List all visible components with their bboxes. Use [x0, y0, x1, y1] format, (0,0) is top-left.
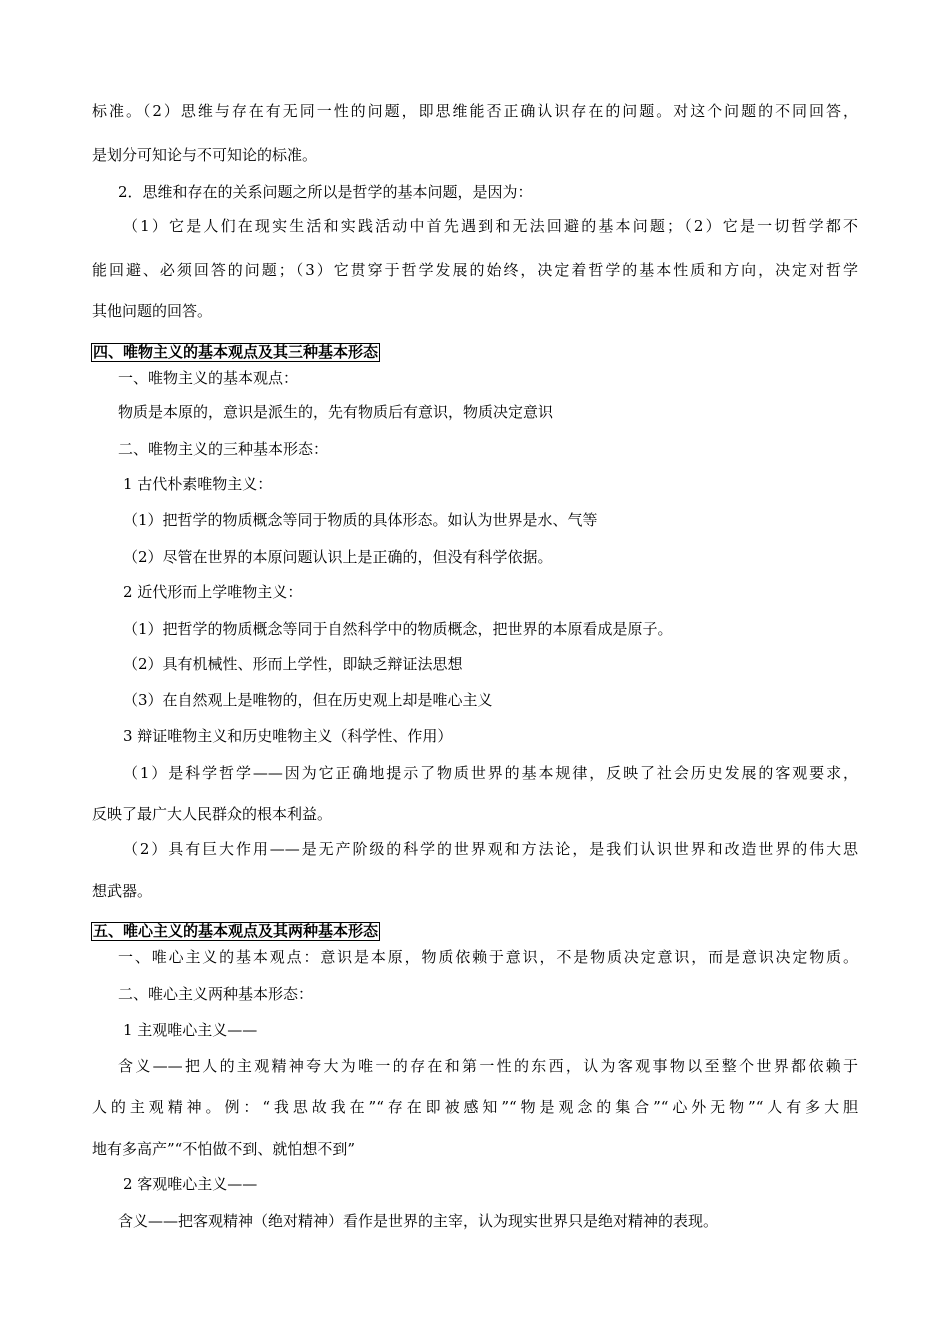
text-line: 2 客观唯心主义—— [123, 1175, 258, 1193]
text-line: （1）把哲学的物质概念等同于自然科学中的物质概念，把世界的本原看成是原子。 [123, 620, 673, 638]
text-line: 人的主观精神。例：“我思故我在”“存在即被感知”“物是观念的集合”“心外无物”“人有多大胆 [92, 1098, 858, 1116]
text-line: （1）把哲学的物质概念等同于物质的具体形态。如认为世界是水、气等 [123, 511, 598, 529]
text-line: 含义——把客观精神（绝对精神）看作是世界的主宰，认为现实世界只是绝对精神的表现。 [118, 1212, 719, 1230]
text-line: 3 辩证唯物主义和历史唯物主义（科学性、作用） [123, 727, 453, 745]
text-line: 地有多高产”“不怕做不到、就怕想不到” [92, 1140, 356, 1158]
text-line: 其他问题的回答。 [92, 302, 213, 320]
text-line: 一、唯物主义的基本观点： [118, 369, 299, 387]
section-heading: 五、唯心主义的基本观点及其两种基本形态 [93, 922, 379, 940]
text-line: 二、唯心主义两种基本形态： [118, 985, 314, 1003]
text-line: 能回避、必须回答的问题；（3）它贯穿于哲学发展的始终，决定着哲学的基本性质和方向，决定对哲学 [92, 261, 858, 279]
text-line: （2）具有机械性、形而上学性，即缺乏辩证法思想 [123, 655, 463, 673]
text-line: （2）尽管在世界的本原问题认识上是正确的，但没有科学依据。 [123, 548, 553, 566]
text-line: 2 近代形而上学唯物主义： [123, 583, 303, 601]
text-line: 标准。（2）思维与存在有无同一性的问题，即思维能否正确认识存在的问题。对这个问题的不同回答， [92, 102, 858, 120]
text-line: （3）在自然观上是唯物的，但在历史观上却是唯心主义 [123, 691, 493, 709]
text-line: 2．思维和存在的关系问题之所以是哲学的基本问题，是因为： [118, 183, 533, 201]
text-line: （1）是科学哲学——因为它正确地提示了物质世界的基本规律，反映了社会历史发展的客观要求， [123, 764, 858, 782]
text-line: 物质是本原的，意识是派生的，先有物质后有意识，物质决定意识 [118, 403, 554, 421]
text-line: 一、唯心主义的基本观点：意识是本原，物质依赖于意识，不是物质决定意识，而是意识决定物质。 [118, 948, 858, 966]
section-heading: 四、唯物主义的基本观点及其三种基本形态 [93, 343, 379, 361]
text-line: 反映了最广大人民群众的根本利益。 [92, 805, 333, 823]
text-line: 二、唯物主义的三种基本形态： [118, 440, 329, 458]
text-line: （2）具有巨大作用——是无产阶级的科学的世界观和方法论，是我们认识世界和改造世界的伟大思 [123, 840, 858, 858]
text-line: 含义——把人的主观精神夸大为唯一的存在和第一性的东西，认为客观事物以至整个世界都依赖于 [118, 1057, 858, 1075]
text-line: 是划分可知论与不可知论的标准。 [92, 146, 318, 164]
text-line: 想武器。 [92, 882, 153, 900]
text-line: 1 主观唯心主义—— [123, 1021, 258, 1039]
text-line: 1 古代朴素唯物主义： [123, 475, 273, 493]
text-line: （1）它是人们在现实生活和实践活动中首先遇到和无法回避的基本问题；（2）它是一切哲学都不 [123, 217, 858, 235]
